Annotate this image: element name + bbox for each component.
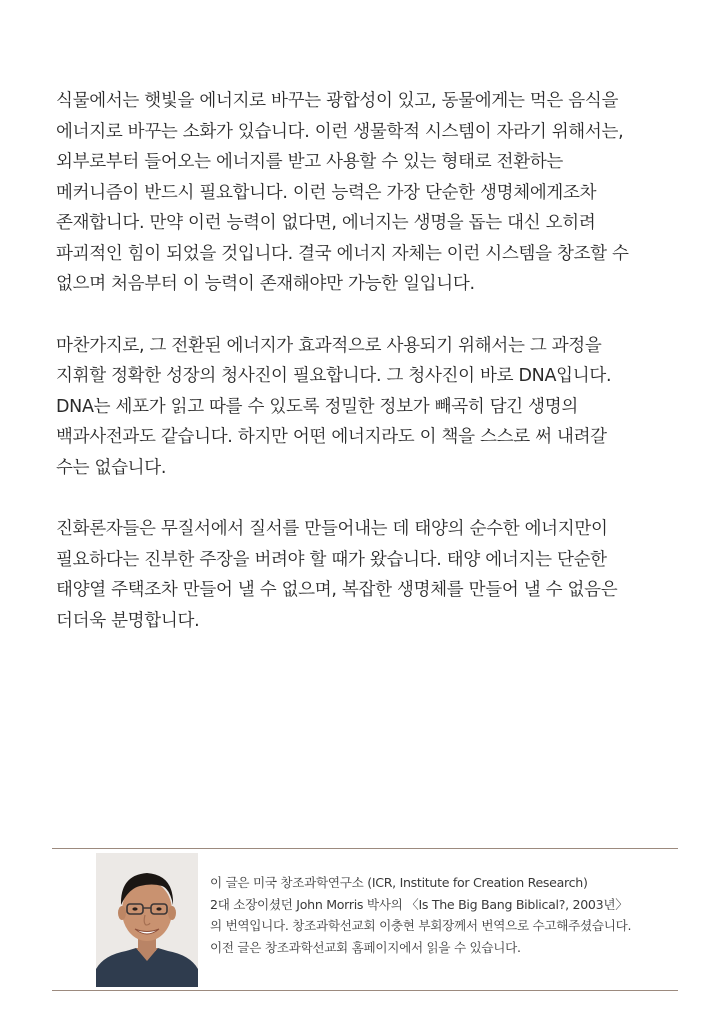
- text-line: 진화론자들은 무질서에서 질서를 만들어내는 데 태양의 순수한 에너지만이: [56, 519, 608, 539]
- author-portrait-image: [96, 853, 198, 987]
- paragraph-photosynthesis: [56, 86, 676, 300]
- text-line: 지휘할 정확한 성장의 청사진이 필요합니다. 그 청사진이 바로 DNA입니다.: [56, 366, 612, 386]
- note-line: 2대 소장이셨던 John Morris 박사의 〈Is The Big Bang Biblical?, 2003년〉: [210, 896, 628, 912]
- text-line: 메커니즘이 반드시 필요합니다. 이런 능력은 가장 단순한 생명체에게조차: [56, 182, 597, 203]
- translator-note: [210, 872, 680, 958]
- text-line: 식물에서는 햇빛을 에너지로 바꾸는 광합성이 있고, 동물에게는 먹은 음식을: [56, 91, 619, 111]
- text-line: 태양열 주택조차 만들어 낼 수 없으며, 복잡한 생명체를 만들어 낼 수 없음은: [56, 580, 618, 600]
- footer-divider-top: [52, 848, 678, 849]
- note-line: 이전 글은 창조과학선교회 홈페이지에서 읽을 수 있습니다.: [210, 939, 521, 955]
- text-line: 없으며 처음부터 이 능력이 존재해야만 가능한 일입니다.: [56, 274, 475, 294]
- text-line: 에너지로 바꾸는 소화가 있습니다. 이런 생물학적 시스템이 자라기 위해서는,: [56, 121, 624, 142]
- text-line: 파괴적인 힘이 되었을 것입니다. 결국 에너지 자체는 이런 시스템을 창조할 수: [56, 243, 629, 264]
- text-line: 필요하다는 진부한 주장을 버려야 할 때가 왔습니다. 태양 에너지는 단순한: [56, 549, 607, 570]
- note-line: 의 번역입니다. 창조과학선교회 이충현 부회장께서 번역으로 수고해주셨습니다.: [210, 918, 632, 934]
- text-line: 수는 없습니다.: [56, 457, 167, 478]
- article-body: [56, 86, 676, 636]
- text-line: 존재합니다. 만약 이런 능력이 없다면, 에너지는 생명을 돕는 대신 오히려: [56, 213, 596, 233]
- note-line: 이 글은 미국 창조과학연구소 (ICR, Institute for Creation Research): [210, 875, 588, 890]
- text-line: 마찬가지로, 그 전환된 에너지가 효과적으로 사용되기 위해서는 그 과정을: [56, 335, 602, 356]
- text-line: 백과사전과도 같습니다. 하지만 어떤 에너지라도 이 책을 스스로 써 내려갈: [56, 427, 607, 447]
- paragraph-evolution: [56, 514, 676, 636]
- text-line: 더더욱 분명합니다.: [56, 610, 200, 631]
- footer-divider-bottom: [52, 990, 678, 991]
- text-line: 외부로부터 들어오는 에너지를 받고 사용할 수 있는 형태로 전환하는: [56, 152, 564, 172]
- paragraph-dna: [56, 331, 676, 484]
- author-photo: [96, 853, 198, 987]
- text-line: DNA는 세포가 읽고 따를 수 있도록 정밀한 정보가 빼곡히 담긴 생명의: [56, 396, 578, 417]
